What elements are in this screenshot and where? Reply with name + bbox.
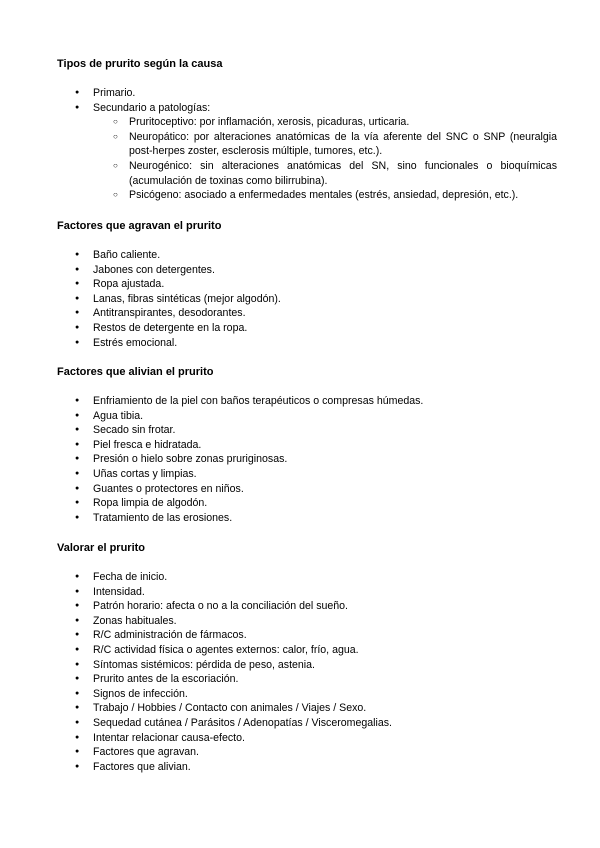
sub-list-item: ○ Neurogénico: sin alteraciones anatómicas del SN, sino funcionales o bioquímicas (acumulación de toxinas como bilirrubina). xyxy=(57,159,557,188)
section-alivian xyxy=(57,365,557,525)
section-title: Tipos de prurito según la causa xyxy=(57,58,223,70)
section-title: Factores que alivian el prurito xyxy=(57,366,214,378)
list-item: ● Ropa limpia de algodón. xyxy=(57,496,557,511)
list-item: ● R/C administración de fármacos. xyxy=(57,628,557,643)
list-item: ● Primario. xyxy=(57,86,557,101)
list-item: ● Jabones con detergentes. xyxy=(57,263,557,278)
list-item: ● Guantes o protectores en niños. xyxy=(57,482,557,497)
list-item: ● Enfriamiento de la piel con baños terapéuticos o compresas húmedas. xyxy=(57,394,557,409)
list-item-text: Secundario a patologías: xyxy=(93,101,211,114)
list-item: ● Lanas, fibras sintéticas (mejor algodón). xyxy=(57,292,557,307)
list-item: ● Piel fresca e hidratada. xyxy=(57,438,557,453)
list-item: ● Uñas cortas y limpias. xyxy=(57,467,557,482)
section-title: Valorar el prurito xyxy=(57,542,146,554)
list-item: ● Antitranspirantes, desodorantes. xyxy=(57,306,557,321)
sub-list-item: ○ Pruritoceptivo: por inflamación, xerosis, picaduras, urticaria. xyxy=(57,115,557,130)
list-item: ● Intentar relacionar causa-efecto. xyxy=(57,731,557,746)
list-item: ● Zonas habituales. xyxy=(57,614,557,629)
list-item: ● Trabajo / Hobbies / Contacto con animales / Viajes / Sexo. xyxy=(57,701,557,716)
list-item: ● Patrón horario: afecta o no a la conciliación del sueño. xyxy=(57,599,557,614)
section-agravan xyxy=(57,219,557,350)
list-item: ● Presión o hielo sobre zonas pruriginosas. xyxy=(57,452,557,467)
bullet-list xyxy=(57,570,557,774)
list-item: ● Ropa ajustada. xyxy=(57,277,557,292)
list-item: ● Restos de detergente en la ropa. xyxy=(57,321,557,336)
list-item xyxy=(57,101,557,203)
list-item: ● Prurito antes de la escoriación. xyxy=(57,672,557,687)
list-item: ● R/C actividad física o agentes externos: calor, frío, agua. xyxy=(57,643,557,658)
section-tipos xyxy=(57,57,557,203)
list-item: ● Intensidad. xyxy=(57,585,557,600)
list-item: ● Agua tibia. xyxy=(57,409,557,424)
sub-list-item: ○ Psicógeno: asociado a enfermedades mentales (estrés, ansiedad, depresión, etc.). xyxy=(57,188,557,203)
section-valorar xyxy=(57,541,557,774)
sub-list xyxy=(93,115,557,203)
list-item: ● Secado sin frotar. xyxy=(57,423,557,438)
bullet-list xyxy=(57,394,557,525)
list-item: ● Sequedad cutánea / Parásitos / Adenopatías / Visceromegalias. xyxy=(57,716,557,731)
list-item: ● Tratamiento de las erosiones. xyxy=(57,511,557,526)
sub-list-item: ○ Neuropático: por alteraciones anatómicas de la vía aferente del SNC o SNP (neuralgia post-herpes zoster, esclerosis múltiple, tumores, etc.). xyxy=(57,130,557,159)
list-item: ● Fecha de inicio. xyxy=(57,570,557,585)
list-item: ● Estrés emocional. xyxy=(57,336,557,351)
list-item: ● Baño caliente. xyxy=(57,248,557,263)
list-item: ● Factores que alivian. xyxy=(57,760,557,775)
list-item: ● Signos de infección. xyxy=(57,687,557,702)
bullet-list xyxy=(57,86,557,203)
bullet-list xyxy=(57,248,557,350)
section-title: Factores que agravan el prurito xyxy=(57,220,222,232)
list-item: ● Factores que agravan. xyxy=(57,745,557,760)
list-item: ● Síntomas sistémicos: pérdida de peso, astenia. xyxy=(57,658,557,673)
